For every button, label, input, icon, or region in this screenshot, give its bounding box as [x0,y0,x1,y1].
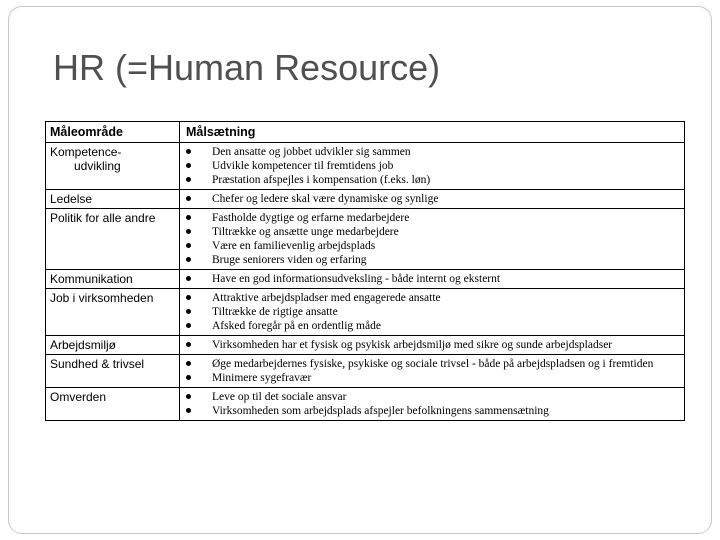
goal-item: Virksomheden har et fysisk og psykisk arbejdsmiljø med sikre og sunde arbejdspladser [186,338,680,352]
table-row [46,289,685,336]
goal-item: Attraktive arbejdspladser med engagerede ansatte [186,291,680,305]
bullet-icon [186,361,191,366]
goal-item: Præstation afspejles i kompensation (f.eks. løn) [186,173,680,187]
goal-item: Udvikle kompetencer til fremtidens job [186,159,680,173]
table-row [46,388,685,421]
area-cell: Job i virksomheden [46,289,180,336]
bullet-icon [186,375,191,380]
area-cell: Omverden [46,388,180,421]
area-cell: Kommunikation [46,270,180,289]
area-cell [46,143,180,190]
table-row [46,190,685,209]
goal-cell [180,355,685,388]
hr-table [45,121,685,421]
bullet-icon [186,408,191,413]
table-row [46,209,685,270]
area-label: Kompetence- [50,145,122,159]
goal-cell [180,143,685,190]
bullet-icon [186,276,191,281]
header-goal: Målsætning [180,122,685,143]
bullet-icon [186,196,191,201]
goal-item: Tiltrække de rigtige ansatte [186,305,680,319]
goal-item: Leve op til det sociale ansvar [186,390,680,404]
goal-item: Den ansatte og jobbet udvikler sig sammen [186,145,680,159]
area-cell: Ledelse [46,190,180,209]
table-row [46,270,685,289]
goal-cell [180,270,685,289]
area-cell: Politik for alle andre [46,209,180,270]
table-row [46,143,685,190]
goal-item: Bruge seniorers viden og erfaring [186,253,680,267]
table-row [46,336,685,355]
bullet-icon [186,342,191,347]
area-label-cont: udvikling [74,159,121,173]
goal-item: Fastholde dygtige og erfarne medarbejdere [186,211,680,225]
bullet-icon [186,215,191,220]
goal-item: Tiltrække og ansætte unge medarbejdere [186,225,680,239]
bullet-icon [186,149,191,154]
goal-cell [180,289,685,336]
header-area: Måleområde [46,122,180,143]
goal-item: Minimere sygefravær [186,371,680,385]
goal-item: Være en familievenlig arbejdsplads [186,239,680,253]
table-row [46,355,685,388]
area-cell: Arbejdsmiljø [46,336,180,355]
bullet-icon [186,163,191,168]
bullet-icon [186,295,191,300]
bullet-icon [186,309,191,314]
bullet-icon [186,257,191,262]
bullet-icon [186,177,191,182]
bullet-icon [186,323,191,328]
area-cell: Sundhed & trivsel [46,355,180,388]
goal-item: Øge medarbejdernes fysiske, psykiske og sociale trivsel - både på arbejdspladsen og i fremtiden [186,357,680,371]
goal-cell [180,190,685,209]
bullet-icon [186,243,191,248]
goal-cell [180,336,685,355]
table-header-row [46,122,685,143]
goal-item: Chefer og ledere skal være dynamiske og synlige [186,192,680,206]
bullet-icon [186,229,191,234]
goal-item: Have en god informationsudveksling - både internt og eksternt [186,272,680,286]
goal-item: Afsked foregår på en ordentlig måde [186,319,680,333]
slide-title: HR (=Human Resource) [53,47,441,88]
goal-cell [180,209,685,270]
goal-item: Virksomheden som arbejdsplads afspejler befolkningens sammensætning [186,404,680,418]
bullet-icon [186,394,191,399]
goal-cell [180,388,685,421]
slide [8,6,712,534]
